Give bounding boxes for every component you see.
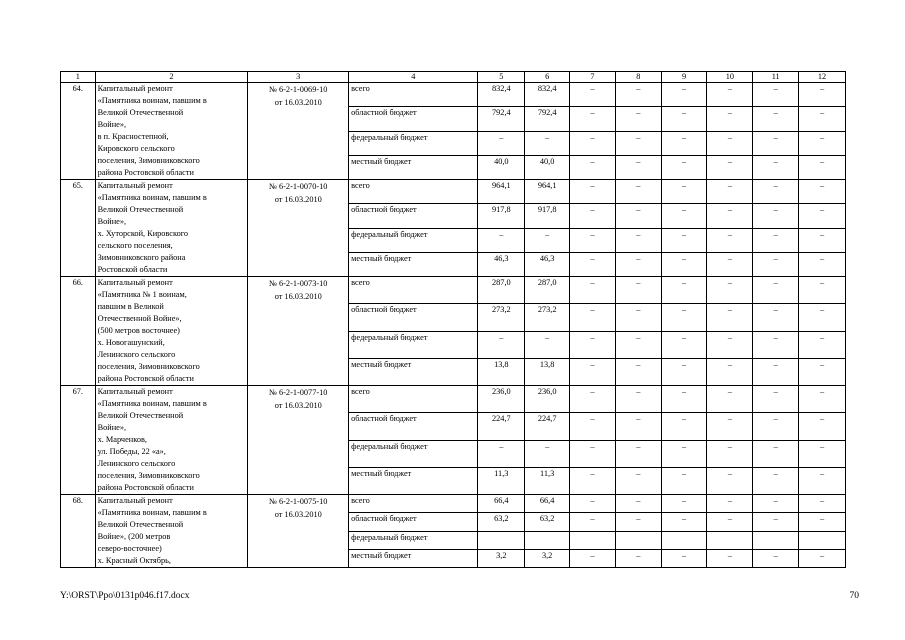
amount-cell: – — [570, 358, 616, 385]
amount-cell: 792,4 — [525, 107, 570, 131]
amount-cell: – — [615, 467, 661, 494]
budget-row-total — [61, 495, 846, 513]
amount-cell — [799, 531, 846, 549]
amount-cell: – — [615, 155, 661, 179]
object-name-line: Войне», (200 метров — [97, 532, 171, 541]
amount-cell: – — [661, 155, 707, 179]
document-reference-line: № 6-2-1-0077-10 — [269, 388, 328, 397]
amount-cell: – — [661, 495, 707, 513]
document-reference — [248, 495, 349, 568]
document-reference-line: от 16.03.2010 — [274, 98, 322, 107]
column-number-cell: 4 — [349, 72, 478, 83]
object-name — [95, 495, 248, 568]
budget-row-total — [61, 386, 846, 413]
amount-cell: – — [570, 386, 616, 413]
amount-cell: 3,2 — [525, 549, 570, 567]
object-name-line: Войне», — [97, 423, 127, 432]
amount-cell: – — [799, 107, 846, 131]
item-number: 66. — [61, 277, 96, 386]
amount-cell: 792,4 — [478, 107, 525, 131]
object-name-line: поселения, Зимовниковского — [97, 156, 200, 165]
amount-cell: – — [661, 180, 707, 204]
funding-source: всего — [349, 495, 478, 513]
object-name-line: х. Новогашунский, — [97, 338, 165, 347]
amount-cell: – — [799, 83, 846, 107]
amount-cell: – — [799, 549, 846, 567]
budget-row-total — [61, 180, 846, 204]
object-name-line: Ленинского сельского — [97, 350, 176, 359]
object-name-line: района Ростовской области — [97, 168, 194, 177]
funding-source: федеральный бюджет — [349, 228, 478, 252]
amount-cell: 273,2 — [525, 304, 570, 331]
amount-cell: – — [753, 252, 799, 276]
funding-source: областной бюджет — [349, 304, 478, 331]
amount-cell: – — [478, 331, 525, 358]
budget-row-total — [61, 277, 846, 304]
funding-source: федеральный бюджет — [349, 131, 478, 155]
object-name-line: Ростовской области — [97, 265, 168, 274]
amount-cell: 66,4 — [525, 495, 570, 513]
amount-cell — [707, 531, 753, 549]
object-name-line: х. Марченков, — [97, 435, 147, 444]
column-number-cell: 2 — [95, 72, 248, 83]
funding-source: местный бюджет — [349, 252, 478, 276]
amount-cell: – — [799, 440, 846, 467]
amount-cell: 11,3 — [525, 467, 570, 494]
amount-cell: – — [615, 83, 661, 107]
object-name-line: в п. Красностепной, — [97, 132, 169, 141]
amount-cell: – — [707, 386, 753, 413]
amount-cell: – — [707, 513, 753, 531]
amount-cell: – — [799, 228, 846, 252]
document-reference-line: № 6-2-1-0069-10 — [269, 85, 328, 94]
object-name-line: Великой Отечественной — [97, 205, 184, 214]
amount-cell: – — [661, 331, 707, 358]
amount-cell: – — [707, 252, 753, 276]
amount-cell: – — [753, 304, 799, 331]
amount-cell: – — [570, 155, 616, 179]
object-name-line: «Памятника № 1 воинам, — [97, 290, 187, 299]
amount-cell: 13,8 — [478, 358, 525, 385]
amount-cell: – — [707, 358, 753, 385]
item-number: 64. — [61, 83, 96, 180]
amount-cell: – — [570, 467, 616, 494]
column-number-cell: 11 — [753, 72, 799, 83]
amount-cell — [478, 531, 525, 549]
amount-cell: 224,7 — [525, 413, 570, 440]
amount-cell: – — [615, 331, 661, 358]
column-number-cell: 1 — [61, 72, 96, 83]
amount-cell: – — [525, 131, 570, 155]
amount-cell: – — [525, 440, 570, 467]
object-name — [95, 180, 248, 277]
amount-cell: – — [570, 107, 616, 131]
amount-cell: – — [753, 331, 799, 358]
amount-cell: – — [570, 228, 616, 252]
funding-source: всего — [349, 386, 478, 413]
amount-cell: – — [525, 331, 570, 358]
amount-cell: – — [707, 495, 753, 513]
amount-cell: – — [799, 495, 846, 513]
funding-source: областной бюджет — [349, 513, 478, 531]
amount-cell: 11,3 — [478, 467, 525, 494]
amount-cell: – — [753, 204, 799, 228]
object-name — [95, 386, 248, 495]
object-name-line: района Ростовской области — [97, 374, 194, 383]
amount-cell: – — [753, 440, 799, 467]
object-name-line: Кировского сельского — [97, 144, 175, 153]
amount-cell: – — [753, 155, 799, 179]
funding-source: местный бюджет — [349, 549, 478, 567]
column-number-cell: 3 — [248, 72, 349, 83]
amount-cell: 917,8 — [525, 204, 570, 228]
page-number: 70 — [849, 591, 859, 601]
amount-cell: – — [661, 107, 707, 131]
amount-cell: 66,4 — [478, 495, 525, 513]
program-table — [60, 71, 846, 568]
amount-cell: – — [799, 513, 846, 531]
amount-cell: – — [753, 495, 799, 513]
document-reference-line: № 6-2-1-0073-10 — [269, 279, 328, 288]
amount-cell: – — [799, 155, 846, 179]
amount-cell: – — [799, 204, 846, 228]
amount-cell: – — [615, 228, 661, 252]
amount-cell: – — [570, 252, 616, 276]
amount-cell: – — [478, 131, 525, 155]
amount-cell: 40,0 — [478, 155, 525, 179]
amount-cell: – — [753, 413, 799, 440]
object-name-line: Капитальный ремонт — [97, 387, 173, 396]
amount-cell: 40,0 — [525, 155, 570, 179]
amount-cell: 46,3 — [478, 252, 525, 276]
amount-cell: – — [753, 358, 799, 385]
amount-cell: – — [570, 83, 616, 107]
amount-cell: – — [615, 204, 661, 228]
object-name-line: Зимовниковского района — [97, 253, 186, 262]
object-name-line: Великой Отечественной — [97, 520, 184, 529]
object-name — [95, 83, 248, 180]
amount-cell: 832,4 — [525, 83, 570, 107]
document-reference-line: от 16.03.2010 — [274, 401, 322, 410]
amount-cell: – — [570, 131, 616, 155]
amount-cell — [525, 531, 570, 549]
column-number-cell: 10 — [707, 72, 753, 83]
column-number-cell: 5 — [478, 72, 525, 83]
column-number-cell: 9 — [661, 72, 707, 83]
document-reference — [248, 386, 349, 495]
amount-cell: – — [615, 549, 661, 567]
object-name — [95, 277, 248, 386]
object-name-line: сельского поселения, — [97, 241, 173, 250]
column-number-cell: 12 — [799, 72, 846, 83]
amount-cell: 287,0 — [525, 277, 570, 304]
amount-cell: – — [615, 252, 661, 276]
document-reference-line: № 6-2-1-0075-10 — [269, 497, 328, 506]
amount-cell: – — [707, 549, 753, 567]
object-name-line: «Памятника воинам, павшим в — [97, 399, 207, 408]
funding-source: федеральный бюджет — [349, 531, 478, 549]
amount-cell: – — [707, 155, 753, 179]
funding-source: местный бюджет — [349, 358, 478, 385]
amount-cell: – — [799, 358, 846, 385]
amount-cell: – — [570, 413, 616, 440]
amount-cell: 964,1 — [478, 180, 525, 204]
object-name-line: Ленинского сельского — [97, 459, 176, 468]
amount-cell: – — [570, 204, 616, 228]
column-number-cell: 8 — [615, 72, 661, 83]
amount-cell: – — [707, 107, 753, 131]
column-number-header — [61, 72, 846, 83]
column-number-cell: 6 — [525, 72, 570, 83]
object-name-line: х. Хуторской, Кировского — [97, 229, 189, 238]
object-name-line: Великой Отечественной — [97, 108, 184, 117]
object-name-line: «Памятника воинам, павшим в — [97, 96, 207, 105]
amount-cell: 63,2 — [525, 513, 570, 531]
amount-cell: – — [661, 204, 707, 228]
header-row — [61, 72, 846, 83]
amount-cell: – — [570, 331, 616, 358]
object-name-line: района Ростовской области — [97, 483, 194, 492]
amount-cell: – — [478, 228, 525, 252]
document-reference-line: от 16.03.2010 — [274, 292, 322, 301]
object-name-line: ул. Победы, 22 «а», — [97, 447, 166, 456]
object-name-line: х. Красный Октябрь, — [97, 556, 171, 565]
amount-cell — [661, 531, 707, 549]
amount-cell: – — [615, 495, 661, 513]
amount-cell: – — [570, 440, 616, 467]
amount-cell: – — [661, 440, 707, 467]
amount-cell: – — [799, 131, 846, 155]
amount-cell: – — [525, 228, 570, 252]
amount-cell: – — [615, 180, 661, 204]
amount-cell: – — [661, 83, 707, 107]
funding-source: областной бюджет — [349, 413, 478, 440]
funding-source: местный бюджет — [349, 467, 478, 494]
amount-cell: 236,0 — [478, 386, 525, 413]
amount-cell: – — [661, 549, 707, 567]
amount-cell: – — [707, 413, 753, 440]
object-name-line: Капитальный ремонт — [97, 84, 173, 93]
object-name-line: поселения, Зимовниковского — [97, 471, 200, 480]
amount-cell: 964,1 — [525, 180, 570, 204]
amount-cell: 13,8 — [525, 358, 570, 385]
amount-cell: 236,0 — [525, 386, 570, 413]
amount-cell: – — [799, 413, 846, 440]
amount-cell: – — [707, 440, 753, 467]
amount-cell: – — [753, 386, 799, 413]
funding-source: областной бюджет — [349, 204, 478, 228]
amount-cell: – — [661, 467, 707, 494]
amount-cell — [570, 531, 616, 549]
amount-cell: – — [661, 252, 707, 276]
document-reference — [248, 83, 349, 180]
amount-cell: 63,2 — [478, 513, 525, 531]
object-name-line: павшим в Великой — [97, 302, 164, 311]
object-name-line: Войне», — [97, 217, 127, 226]
footer-file-path: Y:\ORST\Ppo\0131p046.f17.docx — [60, 591, 190, 601]
amount-cell: – — [570, 180, 616, 204]
object-name-line: Капитальный ремонт — [97, 181, 173, 190]
amount-cell: – — [707, 277, 753, 304]
amount-cell: – — [478, 440, 525, 467]
amount-cell: 46,3 — [525, 252, 570, 276]
amount-cell: – — [799, 180, 846, 204]
document-reference — [248, 180, 349, 277]
object-name-line: Капитальный ремонт — [97, 496, 173, 505]
document-reference-line: № 6-2-1-0070-10 — [269, 182, 328, 191]
object-name-line: Отечественной Войне», — [97, 314, 182, 323]
amount-cell: – — [753, 228, 799, 252]
object-name-line: «Памятника воинам, павшим в — [97, 508, 207, 517]
amount-cell: – — [661, 277, 707, 304]
amount-cell: – — [661, 228, 707, 252]
amount-cell: – — [753, 277, 799, 304]
amount-cell: – — [799, 277, 846, 304]
amount-cell: – — [615, 358, 661, 385]
object-name-line: «Памятника воинам, павшим в — [97, 193, 207, 202]
budget-row-total — [61, 83, 846, 107]
amount-cell: 287,0 — [478, 277, 525, 304]
object-name-line: Великой Отечественной — [97, 411, 184, 420]
item-number: 65. — [61, 180, 96, 277]
amount-cell: – — [615, 107, 661, 131]
amount-cell: – — [753, 131, 799, 155]
amount-cell: – — [570, 304, 616, 331]
document-reference-line: от 16.03.2010 — [274, 510, 322, 519]
amount-cell: – — [661, 358, 707, 385]
amount-cell: – — [570, 277, 616, 304]
amount-cell: – — [707, 331, 753, 358]
amount-cell: 3,2 — [478, 549, 525, 567]
funding-source: областной бюджет — [349, 107, 478, 131]
amount-cell: 832,4 — [478, 83, 525, 107]
amount-cell: – — [707, 228, 753, 252]
amount-cell: – — [661, 413, 707, 440]
table-body — [61, 83, 846, 568]
amount-cell: – — [799, 252, 846, 276]
amount-cell: – — [799, 304, 846, 331]
column-number-cell: 7 — [570, 72, 616, 83]
amount-cell: – — [753, 467, 799, 494]
amount-cell: – — [753, 180, 799, 204]
amount-cell: – — [661, 513, 707, 531]
amount-cell: – — [570, 495, 616, 513]
amount-cell: – — [615, 513, 661, 531]
amount-cell: – — [615, 440, 661, 467]
object-name-line: (500 метров восточнее) — [97, 326, 180, 335]
amount-cell: – — [707, 180, 753, 204]
amount-cell — [615, 531, 661, 549]
amount-cell: – — [707, 467, 753, 494]
amount-cell: – — [615, 304, 661, 331]
funding-source: федеральный бюджет — [349, 440, 478, 467]
amount-cell: 917,8 — [478, 204, 525, 228]
object-name-line: поселения, Зимовниковского — [97, 362, 200, 371]
object-name-line: Капитальный ремонт — [97, 278, 173, 287]
object-name-line: северо-восточнее) — [97, 544, 162, 553]
amount-cell: – — [570, 549, 616, 567]
amount-cell: – — [661, 386, 707, 413]
object-name-line: Войне», — [97, 120, 127, 129]
amount-cell: – — [615, 131, 661, 155]
amount-cell: – — [707, 83, 753, 107]
amount-cell: – — [753, 513, 799, 531]
amount-cell: – — [570, 513, 616, 531]
funding-source: всего — [349, 277, 478, 304]
funding-source: федеральный бюджет — [349, 331, 478, 358]
amount-cell: – — [753, 83, 799, 107]
amount-cell: 224,7 — [478, 413, 525, 440]
amount-cell: – — [707, 204, 753, 228]
amount-cell: – — [615, 413, 661, 440]
amount-cell: 273,2 — [478, 304, 525, 331]
amount-cell — [753, 531, 799, 549]
funding-source: всего — [349, 180, 478, 204]
amount-cell: – — [799, 386, 846, 413]
document-reference — [248, 277, 349, 386]
document-reference-line: от 16.03.2010 — [274, 195, 322, 204]
amount-cell: – — [707, 304, 753, 331]
item-number: 68. — [61, 495, 96, 568]
item-number: 67. — [61, 386, 96, 495]
amount-cell: – — [707, 131, 753, 155]
amount-cell: – — [661, 304, 707, 331]
amount-cell: – — [661, 131, 707, 155]
funding-source: местный бюджет — [349, 155, 478, 179]
amount-cell: – — [753, 549, 799, 567]
amount-cell: – — [799, 331, 846, 358]
amount-cell: – — [753, 107, 799, 131]
amount-cell: – — [615, 386, 661, 413]
funding-source: всего — [349, 83, 478, 107]
amount-cell: – — [799, 467, 846, 494]
amount-cell: – — [615, 277, 661, 304]
